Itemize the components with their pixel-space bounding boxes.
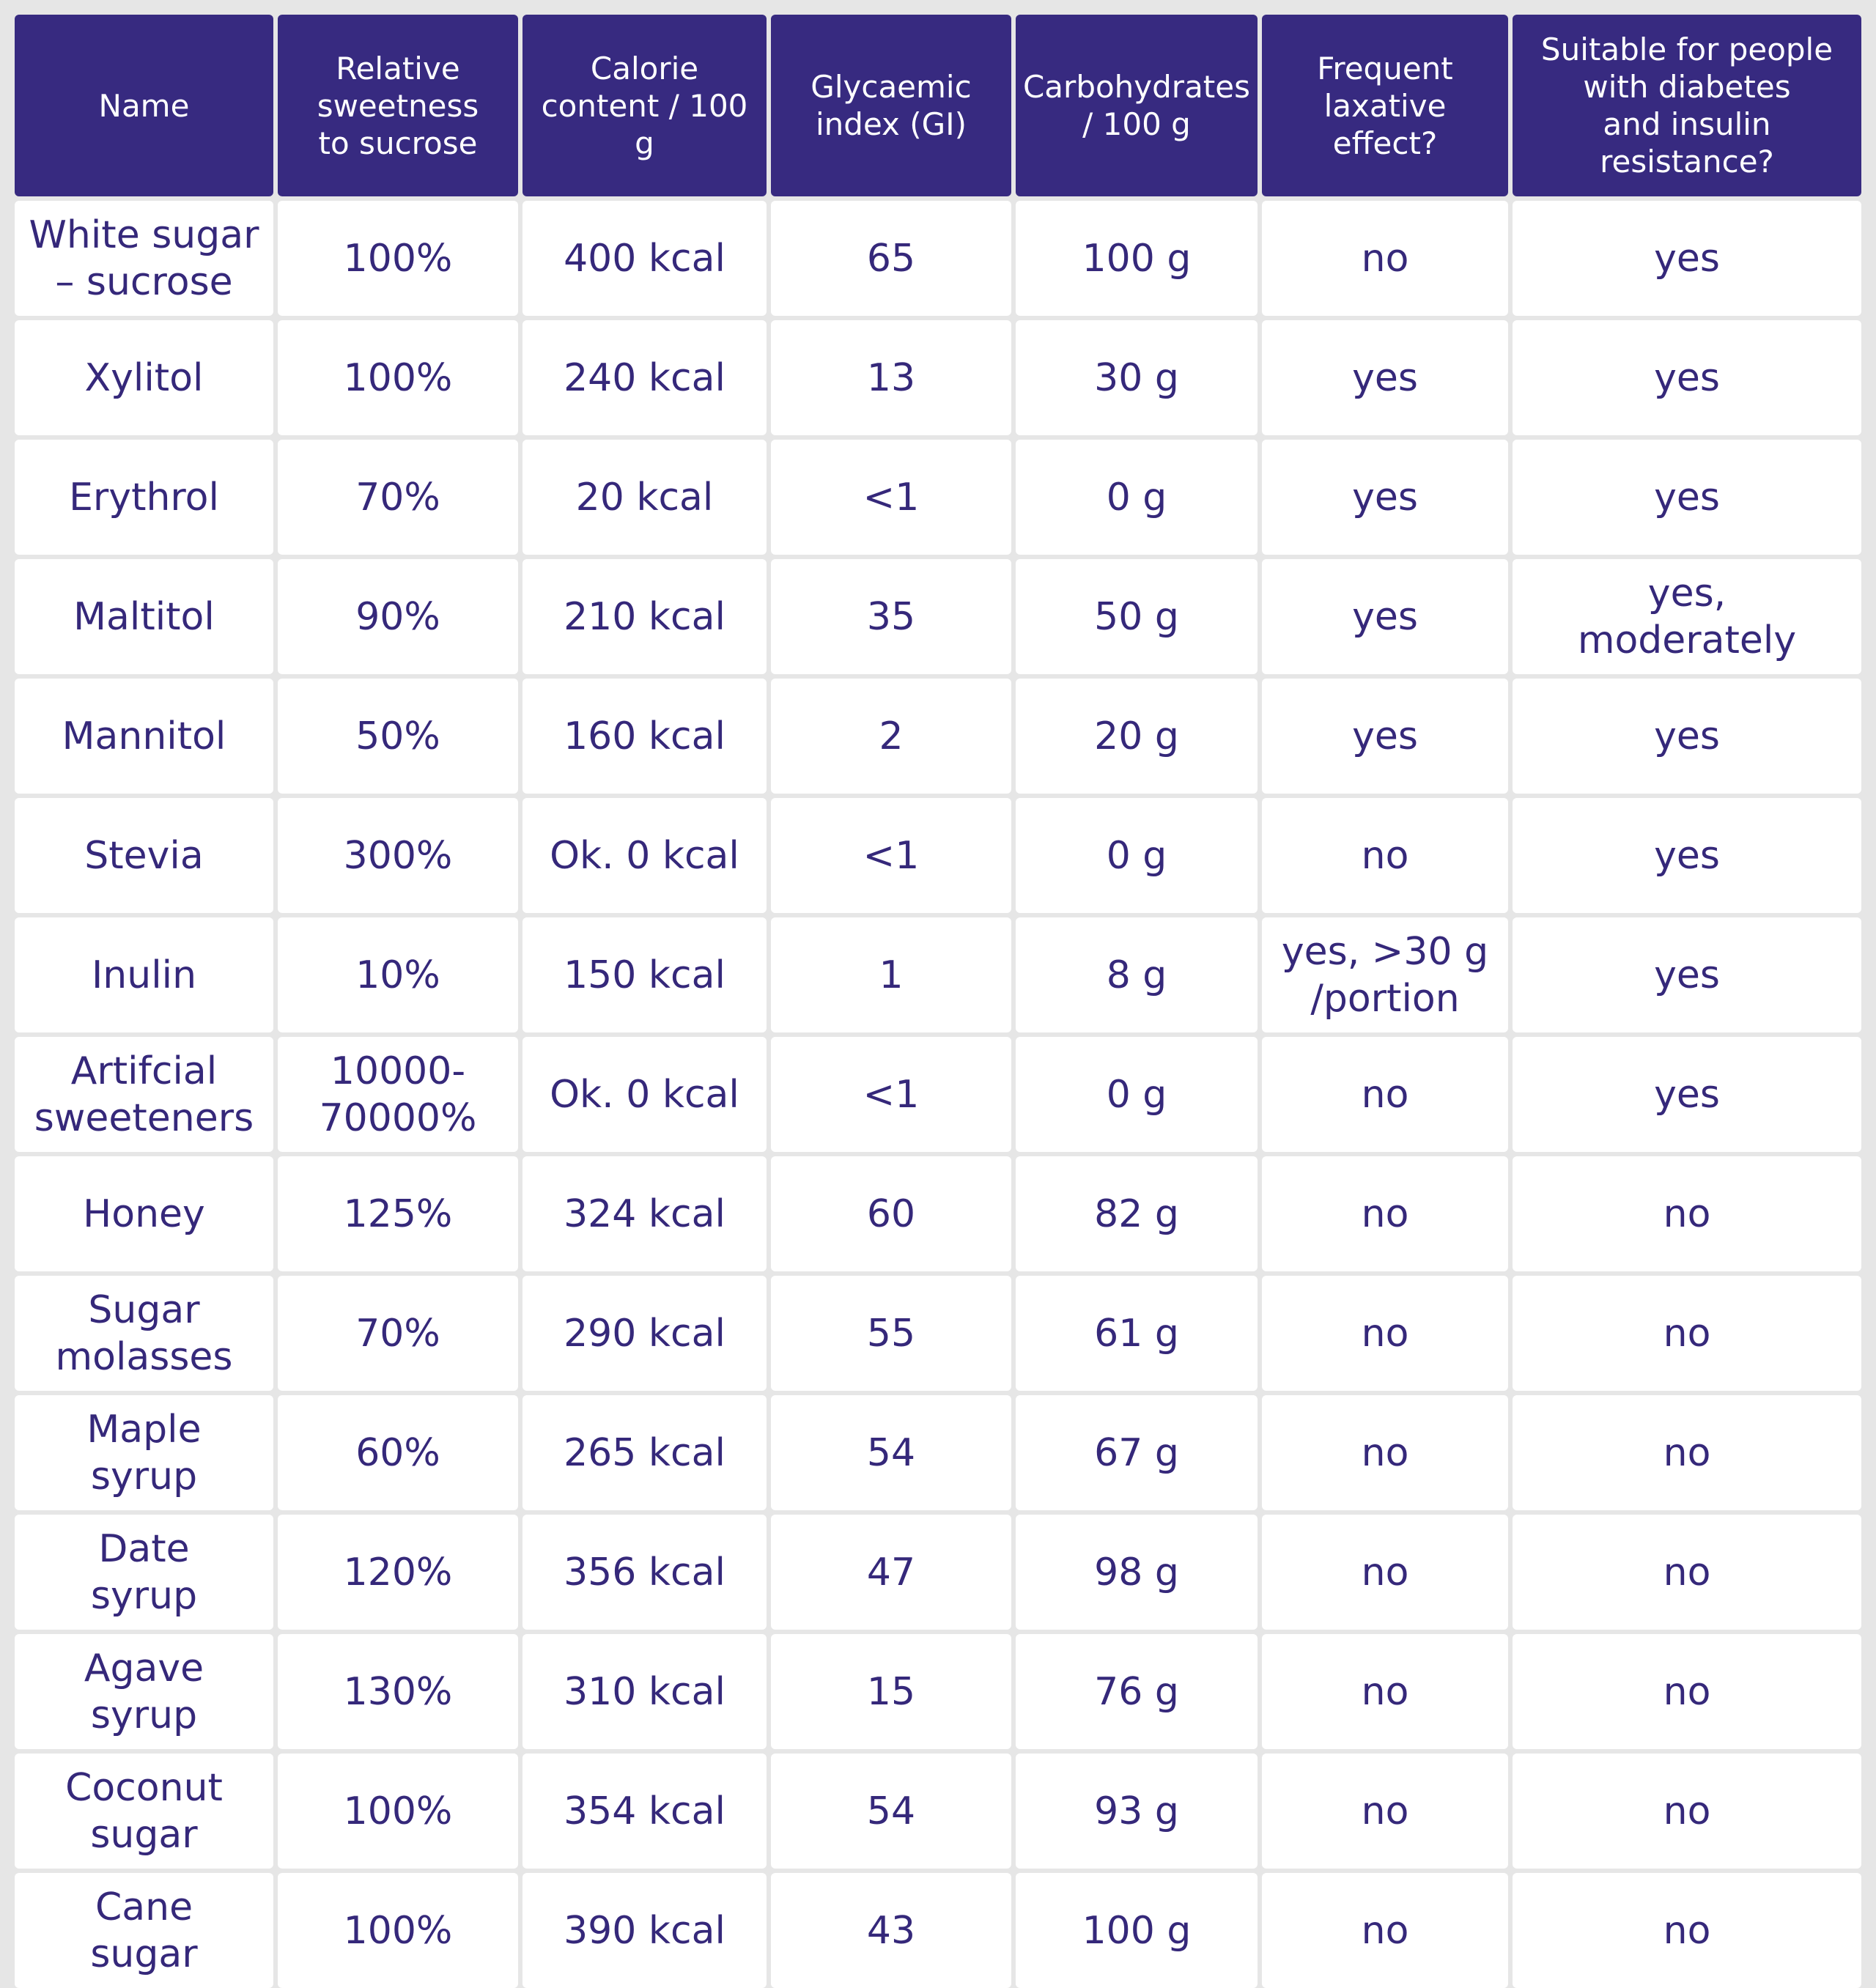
cell-calorie-content: 240 kcal bbox=[522, 320, 767, 435]
cell-carbohydrates: 0 g bbox=[1016, 440, 1258, 555]
cell-name: Agave syrup bbox=[15, 1634, 273, 1749]
cell-carbohydrates: 100 g bbox=[1016, 1873, 1258, 1988]
cell-relative-sweetness: 300% bbox=[278, 798, 518, 913]
cell-carbohydrates: 67 g bbox=[1016, 1395, 1258, 1510]
cell-relative-sweetness: 100% bbox=[278, 201, 518, 316]
cell-laxative-effect: yes, >30 g /portion bbox=[1262, 917, 1508, 1032]
cell-laxative-effect: no bbox=[1262, 1873, 1508, 1988]
sweeteners-comparison-table bbox=[15, 15, 1863, 1976]
cell-glycaemic-index: 2 bbox=[771, 679, 1011, 794]
cell-calorie-content: 150 kcal bbox=[522, 917, 767, 1032]
cell-calorie-content: 310 kcal bbox=[522, 1634, 767, 1749]
cell-diabetes-suitable: no bbox=[1513, 1515, 1861, 1630]
cell-laxative-effect: yes bbox=[1262, 440, 1508, 555]
cell-calorie-content: 265 kcal bbox=[522, 1395, 767, 1510]
cell-carbohydrates: 0 g bbox=[1016, 1037, 1258, 1152]
cell-calorie-content: 290 kcal bbox=[522, 1276, 767, 1391]
cell-glycaemic-index: 55 bbox=[771, 1276, 1011, 1391]
cell-diabetes-suitable: no bbox=[1513, 1634, 1861, 1749]
cell-carbohydrates: 76 g bbox=[1016, 1634, 1258, 1749]
header-laxative-effect: Frequent laxative effect? bbox=[1262, 15, 1508, 196]
cell-laxative-effect: yes bbox=[1262, 559, 1508, 674]
cell-glycaemic-index: 13 bbox=[771, 320, 1011, 435]
cell-diabetes-suitable: yes bbox=[1513, 679, 1861, 794]
cell-glycaemic-index: <1 bbox=[771, 440, 1011, 555]
cell-diabetes-suitable: yes, moderately bbox=[1513, 559, 1861, 674]
cell-diabetes-suitable: yes bbox=[1513, 201, 1861, 316]
cell-diabetes-suitable: yes bbox=[1513, 1037, 1861, 1152]
cell-name: Coconut sugar bbox=[15, 1754, 273, 1869]
cell-diabetes-suitable: yes bbox=[1513, 440, 1861, 555]
cell-calorie-content: 324 kcal bbox=[522, 1156, 767, 1271]
cell-name: White sugar – sucrose bbox=[15, 201, 273, 316]
cell-name: Xylitol bbox=[15, 320, 273, 435]
cell-laxative-effect: no bbox=[1262, 1156, 1508, 1271]
cell-name: Maltitol bbox=[15, 559, 273, 674]
cell-glycaemic-index: 47 bbox=[771, 1515, 1011, 1630]
cell-laxative-effect: no bbox=[1262, 1276, 1508, 1391]
cell-glycaemic-index: <1 bbox=[771, 1037, 1011, 1152]
cell-laxative-effect: no bbox=[1262, 1037, 1508, 1152]
header-carbohydrates: Carbohydrates / 100 g bbox=[1016, 15, 1258, 196]
cell-name: Erythrol bbox=[15, 440, 273, 555]
cell-glycaemic-index: 43 bbox=[771, 1873, 1011, 1988]
cell-name: Inulin bbox=[15, 917, 273, 1032]
cell-relative-sweetness: 100% bbox=[278, 320, 518, 435]
cell-diabetes-suitable: yes bbox=[1513, 917, 1861, 1032]
cell-name: Stevia bbox=[15, 798, 273, 913]
cell-name: Honey bbox=[15, 1156, 273, 1271]
cell-carbohydrates: 82 g bbox=[1016, 1156, 1258, 1271]
cell-name: Cane sugar bbox=[15, 1873, 273, 1988]
cell-diabetes-suitable: no bbox=[1513, 1276, 1861, 1391]
cell-laxative-effect: no bbox=[1262, 798, 1508, 913]
header-relative-sweetness: Relative sweetness to sucrose bbox=[278, 15, 518, 196]
cell-carbohydrates: 0 g bbox=[1016, 798, 1258, 913]
cell-relative-sweetness: 10000- 70000% bbox=[278, 1037, 518, 1152]
cell-calorie-content: 210 kcal bbox=[522, 559, 767, 674]
cell-glycaemic-index: 60 bbox=[771, 1156, 1011, 1271]
cell-carbohydrates: 98 g bbox=[1016, 1515, 1258, 1630]
cell-diabetes-suitable: yes bbox=[1513, 320, 1861, 435]
cell-laxative-effect: yes bbox=[1262, 320, 1508, 435]
cell-calorie-content: 160 kcal bbox=[522, 679, 767, 794]
header-glycaemic-index: Glycaemic index (GI) bbox=[771, 15, 1011, 196]
cell-name: Sugar molasses bbox=[15, 1276, 273, 1391]
cell-laxative-effect: no bbox=[1262, 1754, 1508, 1869]
cell-relative-sweetness: 125% bbox=[278, 1156, 518, 1271]
cell-carbohydrates: 100 g bbox=[1016, 201, 1258, 316]
cell-diabetes-suitable: yes bbox=[1513, 798, 1861, 913]
cell-glycaemic-index: 54 bbox=[771, 1754, 1011, 1869]
cell-relative-sweetness: 100% bbox=[278, 1754, 518, 1869]
cell-calorie-content: 400 kcal bbox=[522, 201, 767, 316]
cell-calorie-content: 354 kcal bbox=[522, 1754, 767, 1869]
cell-calorie-content: 390 kcal bbox=[522, 1873, 767, 1988]
cell-relative-sweetness: 70% bbox=[278, 1276, 518, 1391]
cell-relative-sweetness: 120% bbox=[278, 1515, 518, 1630]
cell-glycaemic-index: 54 bbox=[771, 1395, 1011, 1510]
cell-laxative-effect: no bbox=[1262, 201, 1508, 316]
cell-calorie-content: 20 kcal bbox=[522, 440, 767, 555]
cell-glycaemic-index: 65 bbox=[771, 201, 1011, 316]
cell-glycaemic-index: <1 bbox=[771, 798, 1011, 913]
cell-relative-sweetness: 70% bbox=[278, 440, 518, 555]
cell-diabetes-suitable: no bbox=[1513, 1873, 1861, 1988]
cell-calorie-content: Ok. 0 kcal bbox=[522, 1037, 767, 1152]
header-diabetes-suitable: Suitable for people with diabetes and insulin resistance? bbox=[1513, 15, 1861, 196]
cell-relative-sweetness: 130% bbox=[278, 1634, 518, 1749]
cell-carbohydrates: 61 g bbox=[1016, 1276, 1258, 1391]
cell-name: Date syrup bbox=[15, 1515, 273, 1630]
cell-diabetes-suitable: no bbox=[1513, 1754, 1861, 1869]
cell-laxative-effect: no bbox=[1262, 1395, 1508, 1510]
cell-relative-sweetness: 100% bbox=[278, 1873, 518, 1988]
cell-relative-sweetness: 10% bbox=[278, 917, 518, 1032]
header-name: Name bbox=[15, 15, 273, 196]
cell-laxative-effect: no bbox=[1262, 1634, 1508, 1749]
cell-relative-sweetness: 60% bbox=[278, 1395, 518, 1510]
cell-diabetes-suitable: no bbox=[1513, 1395, 1861, 1510]
cell-glycaemic-index: 35 bbox=[771, 559, 1011, 674]
cell-carbohydrates: 8 g bbox=[1016, 917, 1258, 1032]
cell-glycaemic-index: 1 bbox=[771, 917, 1011, 1032]
cell-relative-sweetness: 50% bbox=[278, 679, 518, 794]
cell-calorie-content: Ok. 0 kcal bbox=[522, 798, 767, 913]
cell-relative-sweetness: 90% bbox=[278, 559, 518, 674]
cell-carbohydrates: 50 g bbox=[1016, 559, 1258, 674]
cell-diabetes-suitable: no bbox=[1513, 1156, 1861, 1271]
cell-laxative-effect: no bbox=[1262, 1515, 1508, 1630]
header-calorie-content: Calorie content / 100 g bbox=[522, 15, 767, 196]
cell-name: Artifcial sweeteners bbox=[15, 1037, 273, 1152]
cell-name: Mannitol bbox=[15, 679, 273, 794]
cell-laxative-effect: yes bbox=[1262, 679, 1508, 794]
cell-carbohydrates: 30 g bbox=[1016, 320, 1258, 435]
cell-name: Maple syrup bbox=[15, 1395, 273, 1510]
cell-carbohydrates: 93 g bbox=[1016, 1754, 1258, 1869]
cell-glycaemic-index: 15 bbox=[771, 1634, 1011, 1749]
cell-carbohydrates: 20 g bbox=[1016, 679, 1258, 794]
cell-calorie-content: 356 kcal bbox=[522, 1515, 767, 1630]
